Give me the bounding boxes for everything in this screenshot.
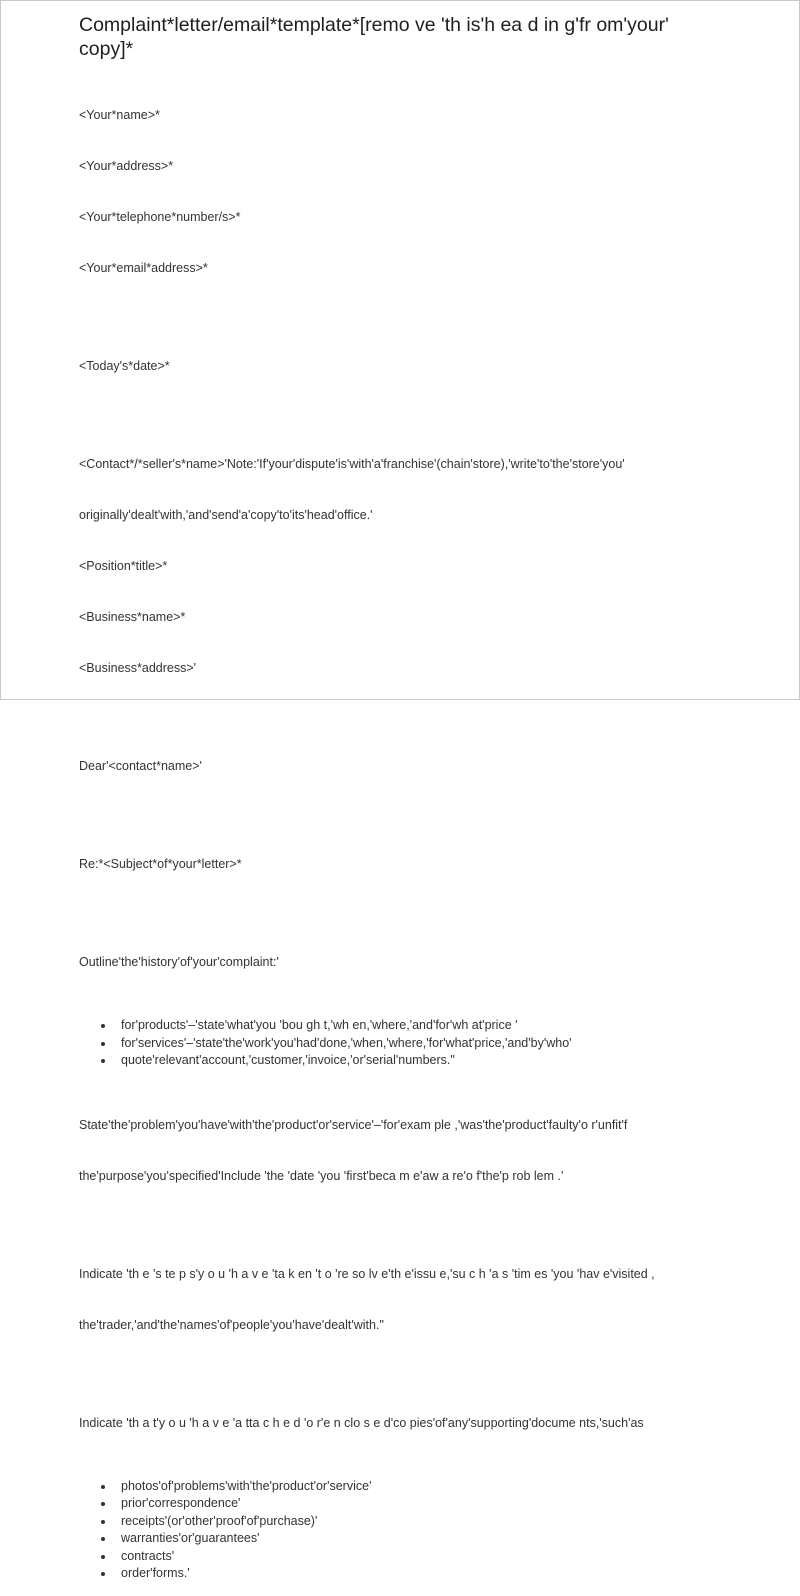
list-item: prior'correspondence' [101,1495,759,1513]
recipient-contact-note-cont: originally'dealt'with,'and'send'a'copy'to'its'head'office.' [79,508,373,522]
sender-email: <Your*email*address>* [79,261,208,275]
recipient-position: <Position*title>* [79,559,168,573]
attached-intro-text: Indicate 'th a t'y o u 'h a v e 'a tta c h e d 'o r'e n clo s e d'co pies'of'any'supporting'docume nts,'such'as [79,1415,644,1430]
problem-paragraph [79,1083,759,1219]
document-page [79,13,759,1596]
salutation-text: Dear'<contact*name>' [79,759,202,773]
date-block [79,324,759,409]
steps-line: the'trader,'and'the'names'of'people'you'have'dealt'with." [79,1317,384,1332]
list-item: quote'relevant'account,'customer,'invoice,'or'serial'numbers." [101,1052,759,1070]
list-item: for'services'–'state'the'work'you'had'done,'when,'where,'for'what'price,'and'by'who' [101,1035,759,1053]
steps-line: Indicate 'th e 's te p s'y o u 'h a v e 'ta k en 't o 're so lv e'th e'issu e,'su c h 'a s 'tim es 'you 'hav e'visited , [79,1266,655,1281]
steps-paragraph [79,1232,759,1368]
letter-date: <Today's*date>* [79,359,170,373]
salutation [79,724,759,809]
outline-list [79,1017,759,1070]
recipient-contact-note: <Contact*/*seller's*name>'Note:'If'your'dispute'is'with'a'franchise'(chain'store),'write'to'the'store'you' [79,457,625,471]
title-line: copy]* [79,38,134,60]
title-line: Complaint*letter/email*template*[remo ve 'th is'h ea d in g'fr om'your' [79,14,669,36]
document-title [79,13,759,61]
sender-address: <Your*address>* [79,159,174,173]
recipient-block [79,422,759,711]
list-item: for'products'–'state'what'you 'bou gh t,'wh en,'where,'and'for'wh at'price ' [101,1017,759,1035]
list-item: contracts' [101,1548,759,1566]
list-item: order'forms.' [101,1565,759,1583]
sender-block [79,73,759,311]
subject-text: Re:*<Subject*of*your*letter>* [79,857,242,871]
outline-intro-text: Outline'the'history'of'your'complaint:' [79,955,279,969]
attached-intro [79,1381,759,1466]
problem-line: State'the'problem'you'have'with'the'product'or'service'–'for'exam ple ,'was'the'product'faulty'o r'unfit'f [79,1117,628,1132]
outline-intro [79,920,759,1005]
list-item: receipts'(or'other'proof'of'purchase)' [101,1513,759,1531]
sender-telephone: <Your*telephone*number/s>* [79,210,241,224]
sender-name: <Your*name>* [79,108,160,122]
problem-line: the'purpose'you'specified'Include 'the 'date 'you 'first'beca m e'aw a re'o f'the'p rob lem .' [79,1168,564,1183]
list-item: warranties'or'guarantees' [101,1530,759,1548]
recipient-business-address: <Business*address>' [79,661,197,675]
recipient-business-name: <Business*name>* [79,610,186,624]
list-item: photos'of'problems'with'the'product'or'service' [101,1478,759,1496]
subject-line [79,822,759,907]
attached-list [79,1478,759,1583]
